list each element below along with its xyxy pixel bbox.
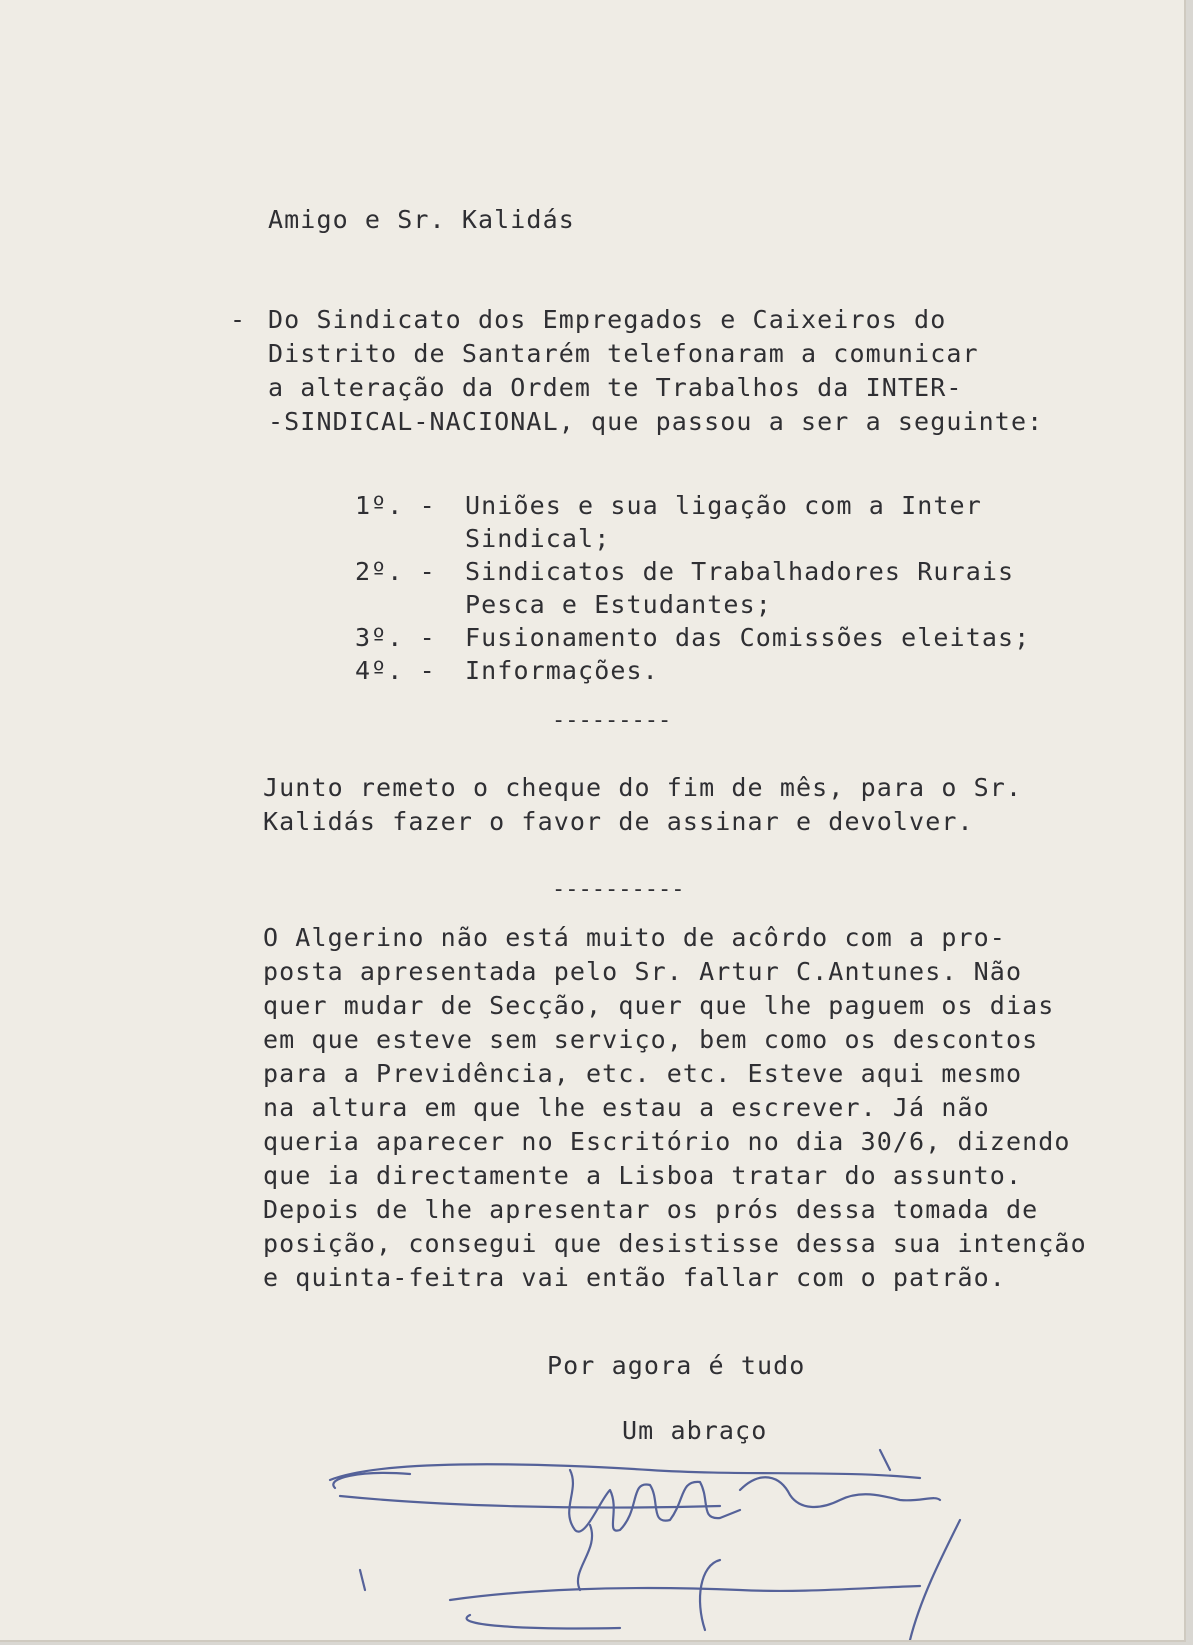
agenda-item-text: Sindical;	[465, 524, 611, 553]
paragraph1-line: Do Sindicato dos Empregados e Caixeiros do	[268, 305, 947, 334]
paragraph3-line: em que esteve sem serviço, bem como os descontos	[263, 1025, 1039, 1054]
agenda-item-text: Fusionamento das Comissões eleitas;	[465, 623, 1031, 652]
agenda-item-number: 1º. -	[355, 491, 436, 520]
agenda-item-number: 3º. -	[355, 623, 436, 652]
handwritten-signature	[320, 1440, 980, 1640]
paragraph2-line: Junto remeto o cheque do fim de mês, para o Sr.	[263, 773, 1023, 802]
paragraph-dash: -	[230, 305, 247, 334]
agenda-item-text: Pesca e Estudantes;	[465, 590, 772, 619]
agenda-item-text: Informações.	[465, 656, 659, 685]
paragraph3-line: posição, consegui que desistisse dessa sua intenção	[263, 1229, 1087, 1258]
closing-line: Por agora é tudo	[547, 1351, 806, 1380]
separator: ----------	[552, 877, 685, 902]
paragraph3-line: para a Previdência, etc. etc. Esteve aqui mesmo	[263, 1059, 1023, 1088]
paragraph3-line: Depois de lhe apresentar os prós dessa tomada de	[263, 1195, 1039, 1224]
separator: ---------	[552, 708, 672, 733]
agenda-item-text: Uniões e sua ligação com a Inter	[465, 491, 982, 520]
paragraph3-line: O Algerino não está muito de acôrdo com a pro-	[263, 923, 1006, 952]
agenda-item-number: 2º. -	[355, 557, 436, 586]
regards-line: Um abraço	[622, 1416, 768, 1445]
paragraph3-line: posta apresentada pelo Sr. Artur C.Antunes. Não	[263, 957, 1023, 986]
paragraph3-line: que ia directamente a Lisboa tratar do assunto.	[263, 1161, 1023, 1190]
agenda-item-number: 4º. -	[355, 656, 436, 685]
salutation: Amigo e Sr. Kalidás	[268, 205, 575, 234]
paragraph3-line: queria aparecer no Escritório no dia 30/6, dizendo	[263, 1127, 1071, 1156]
paragraph2-line: Kalidás fazer o favor de assinar e devolver.	[263, 807, 974, 836]
paragraph3-line: quer mudar de Secção, quer que lhe paguem os dias	[263, 991, 1055, 1020]
paragraph3-line: e quinta-feitra vai então fallar com o patrão.	[263, 1263, 1006, 1292]
paragraph1-line: Distrito de Santarém telefonaram a comunicar	[268, 339, 979, 368]
paragraph3-line: na altura em que lhe estau a escrever. Já não	[263, 1093, 990, 1122]
agenda-item-text: Sindicatos de Trabalhadores Rurais	[465, 557, 1015, 586]
paragraph1-line: -SINDICAL-NACIONAL, que passou a ser a seguinte:	[268, 407, 1044, 436]
paragraph1-line: a alteração da Ordem te Trabalhos da INTER-	[268, 373, 963, 402]
